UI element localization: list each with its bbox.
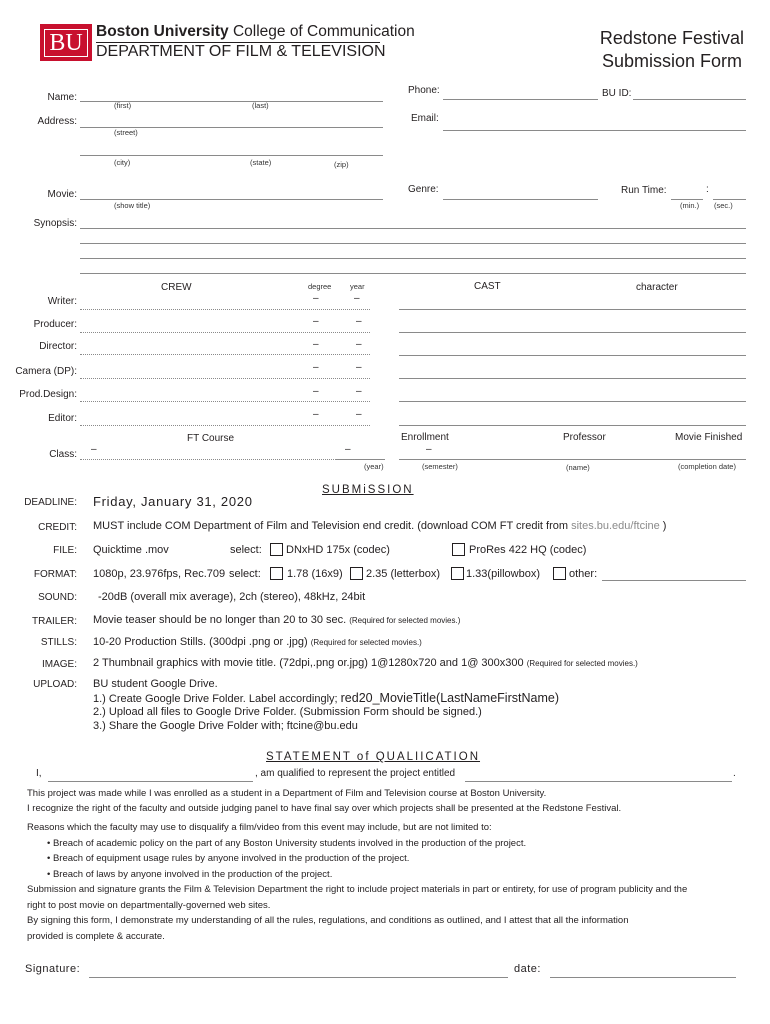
date-field[interactable] [550,977,736,978]
email-field[interactable] [443,130,746,131]
stills-text [93,636,422,648]
completion-date-hint: (completion date) [678,462,736,471]
buid-label: BU ID: [602,88,632,99]
director-field[interactable] [80,354,370,355]
bu-logo: BU [40,24,92,61]
role-producer: Producer: [33,319,77,330]
upload-step-3: 3.) Share the Google Drive Folder with; ftcine@bu.edu [93,719,358,732]
course-year-field[interactable] [335,459,385,460]
writer-field[interactable] [80,309,370,310]
last-hint: (last) [252,101,269,110]
year-hint: (year) [364,462,384,471]
upload-step-1 [93,692,559,707]
file-label: FILE: [53,545,77,556]
statement-b3: • Breach of laws by anyone involved in the production of the project. [47,868,333,880]
stills-label: STILLS: [40,637,77,648]
role-writer: Writer: [47,296,77,307]
statement-p4a: Submission and signature grants the Film & Television Department the right to include project materials in part or entirety, for use of program publicity and the [27,884,688,895]
sound-label: SOUND: [38,592,77,603]
statement-header: STATEMENT of QUALIICATION [266,751,481,763]
trailer-label: TRAILER: [31,616,77,627]
phone-field[interactable] [443,99,598,100]
show-title-hint: (show title) [114,201,151,210]
statement-p1: This project was made while I was enrolled as a student in a Department of Film and Television course at Boston University. [27,788,547,799]
credit-end: ) [659,520,667,532]
editor-degree-dash: – [313,409,319,420]
image-label: IMAGE: [41,659,77,670]
image-note: (Required for selected movies.) [526,659,638,668]
cast-field-1[interactable] [399,309,746,310]
crew-header: CREW [161,282,192,293]
zip-hint: (zip) [334,160,349,169]
trailer-value: Movie teaser should be no longer than 20 to 30 sec. [93,614,347,626]
runtime-colon: : [706,184,709,195]
prores-label: ProRes 422 HQ (codec) [469,544,587,556]
image-text [93,657,638,669]
other-checkbox[interactable] [553,567,566,580]
address-label: Address: [37,116,77,127]
upload-step-2: 2.) Upload all files to Google Drive Folder. (Submission Form should be signed.) [93,706,482,718]
submission-header: SUBMiSSION [322,484,414,496]
date-label: date: [514,963,541,975]
project-title-field[interactable] [465,781,732,782]
other-label: other: [569,568,598,580]
form-title [600,28,744,72]
college-name [96,23,415,41]
semester-hint: (semester) [422,462,458,471]
statement-p5b: provided is complete & accurate. [27,930,165,942]
camera-degree-dash: – [313,362,319,373]
deadline-value: Friday, January 31, 2020 [93,494,253,509]
professor-header: Professor [563,432,606,443]
movie-title-field[interactable] [80,199,383,200]
cast-field-4[interactable] [399,378,746,379]
credit-body: MUST include COM Department of Film and Television end credit. (download COM FT credit from [93,520,572,532]
form-title-line2: Submission Form [601,51,742,71]
producer-degree-dash: – [313,316,319,327]
stills-note: (Required for selected movies.) [310,638,422,647]
email-label: Email: [411,113,439,124]
statement-p4b: right to post movie on departmentally-governed web sites. [27,899,271,911]
role-director: Director: [39,341,77,352]
producer-year-dash: – [356,316,362,327]
credit-text [93,520,666,532]
synopsis-line-1[interactable] [80,228,746,229]
cast-field-3[interactable] [399,355,746,356]
qualified-text: , am qualified to represent the project entitled [255,768,456,779]
upload-label: UPLOAD: [33,679,77,690]
cast-field-2[interactable] [399,332,746,333]
role-camera: Camera (DP): [15,366,77,377]
university-name: Boston University [96,23,229,40]
statement-period: . [733,768,736,779]
upload-step-0: BU student Google Drive. [93,678,218,690]
ratio-169-label: 1.78 (16x9) [287,568,343,580]
sound-value: -20dB (overall mix average), 2ch (stereo), 48kHz, 24bit [98,591,366,603]
college-text: College of Communication [228,23,415,40]
runtime-sec-field[interactable] [713,199,746,200]
genre-label: Genre: [408,184,439,195]
format-select-label: select: [229,568,261,580]
sec-hint: (sec.) [714,201,733,210]
cast-field-5[interactable] [399,401,746,402]
ft-course-header: FT Course [187,433,235,444]
director-degree-dash: – [313,339,319,350]
writer-year-dash: – [354,293,360,304]
editor-year-dash: – [356,409,362,420]
statement-body [27,787,621,816]
statement-p2: I recognize the right of the faculty and outside judging panel to have final say over which projects shall be presented at the Redstone Festival. [27,802,622,814]
degree-header: degree [308,282,332,291]
prores-checkbox[interactable] [452,543,465,556]
runtime-label: Run Time: [621,185,667,196]
ratio-235-label: 2.35 (letterbox) [366,568,440,580]
credit-label: CREDIT: [38,522,77,533]
ratio-235-checkbox[interactable] [350,567,363,580]
enrollment-header: Enrollment [401,432,449,443]
runtime-min-field[interactable] [671,199,703,200]
role-prod-design: Prod.Design: [19,389,77,400]
enrollment-professor-field[interactable] [399,459,746,460]
statement-p3: Reasons which the faculty may use to disqualify a film/video from this event may include, but are not limited to: [27,822,492,833]
buid-field[interactable] [633,99,746,100]
ratio-133-checkbox[interactable] [451,567,464,580]
synopsis-label: Synopsis: [33,218,77,229]
folder-name: red20_MovieTitle(LastNameFirstName) [340,690,559,705]
prod-design-year-dash: – [356,386,362,397]
ft-course-field[interactable] [80,459,370,460]
signature-field[interactable] [89,977,508,978]
city-hint: (city) [114,158,131,167]
class-dash: – [91,444,97,455]
producer-field[interactable] [80,332,370,333]
statement-reasons [27,820,687,944]
cast-header: CAST [474,281,501,292]
camera-year-dash: – [356,362,362,373]
statement-b1: • Breach of academic policy on the part of any Boston University students involved in the production of the project. [47,837,527,849]
file-value: Quicktime .mov [93,544,169,556]
movie-finished-header: Movie Finished [675,432,743,443]
form-title-line1: Redstone Festival [599,28,744,48]
stills-value: 10-20 Production Stills. (300dpi .png or .jpg) [93,636,308,648]
dnxhd-checkbox[interactable] [270,543,283,556]
image-value: 2 Thumbnail graphics with movie title. (72dpi,.png or.jpg) 1@1280x720 and 1@ 300x300 [93,657,524,669]
synopsis-line-2[interactable] [80,243,746,244]
prod-design-field[interactable] [80,401,370,402]
statement-p5a: By signing this form, I demonstrate my understanding of all the rules, regulations, and conditions as outlined, and I attest that all the information [27,915,629,926]
writer-degree-dash: – [313,293,319,304]
synopsis-line-3[interactable] [80,258,746,259]
statement-b2: • Breach of equipment usage rules by anyone involved in the production of the project. [47,853,410,864]
city-state-zip-field[interactable] [80,155,383,156]
student-name-field[interactable] [48,781,253,782]
camera-field[interactable] [80,378,370,379]
trailer-note: (Required for selected movies.) [349,616,461,625]
upload-step-1-text: 1.) Create Google Drive Folder. Label accordingly; [93,692,341,705]
min-hint: (min.) [680,201,700,210]
upload-steps [93,678,559,733]
genre-field[interactable] [443,199,598,200]
role-editor: Editor: [48,413,77,424]
character-header: character [636,282,678,293]
credit-link[interactable]: sites.bu.edu/ftcine [571,520,660,532]
dnxhd-label: DNxHD 175x (codec) [286,544,390,556]
synopsis-line-4[interactable] [80,273,746,274]
format-value: 1080p, 23.976fps, Rec.709 [93,568,226,580]
street-hint: (street) [114,128,138,137]
year-header: year [350,282,365,291]
state-hint: (state) [250,158,272,167]
format-label: FORMAT: [33,569,77,580]
ratio-169-checkbox[interactable] [270,567,283,580]
name-hint: (name) [566,463,590,472]
director-year-dash: – [356,339,362,350]
movie-label: Movie: [47,189,77,200]
department-name: DEPARTMENT OF FILM & TELEVISION [96,43,386,60]
class-label: Class: [49,449,77,460]
editor-field[interactable] [80,425,370,426]
signature-label: Signature: [25,963,81,975]
prod-design-degree-dash: – [313,386,319,397]
deadline-label: DEADLINE: [24,497,77,508]
other-field[interactable] [602,580,746,581]
file-select-label: select: [230,544,262,556]
ratio-133-label: 1.33(pillowbox) [466,568,540,580]
name-label: Name: [47,92,77,103]
first-hint: (first) [114,101,132,110]
statement-i: I, [36,768,42,779]
trailer-text [93,614,460,626]
year-dash: – [345,444,351,455]
semester-dash: – [426,444,432,455]
phone-label: Phone: [408,85,440,96]
cast-field-6[interactable] [399,425,746,426]
